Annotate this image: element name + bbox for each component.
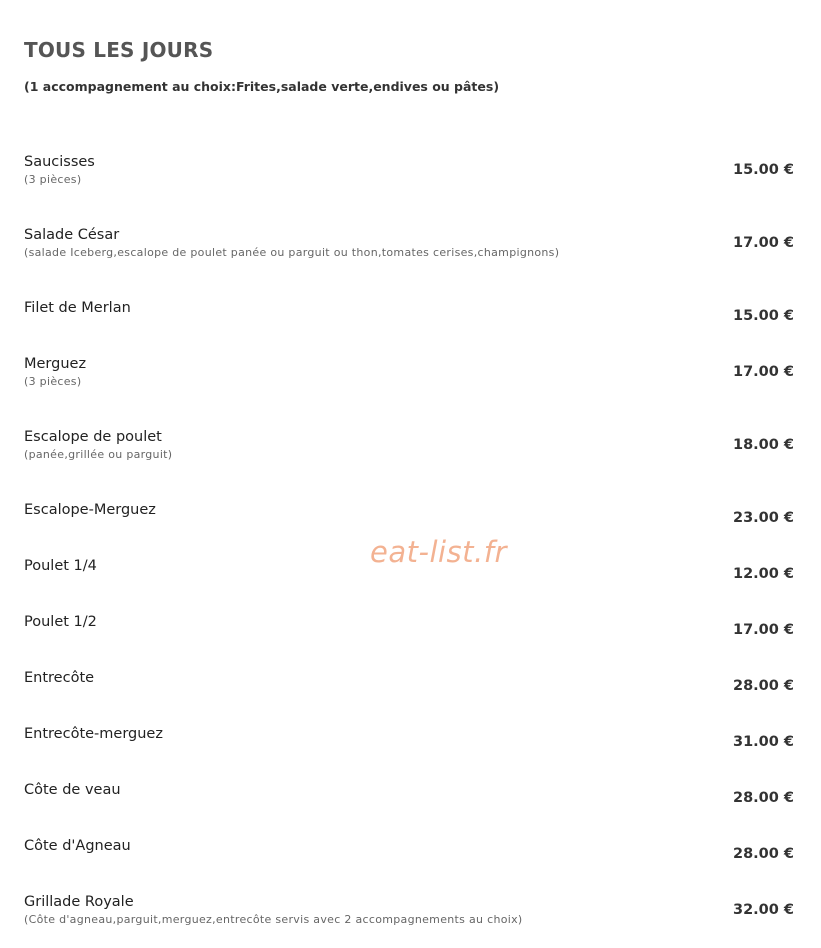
menu-item [24, 780, 794, 806]
menu-item-price: 28.00 € [732, 790, 794, 806]
menu-item [24, 500, 794, 526]
menu-item [24, 668, 794, 694]
menu-item-description: (panée,grillée ou parguit) [24, 448, 173, 461]
menu-item-price: 15.00 € [732, 162, 794, 178]
menu-item [24, 612, 794, 638]
menu-item-price: 17.00 € [732, 364, 794, 380]
menu-item-name: Entrecôte [24, 670, 95, 686]
menu-item-name: Escalope de poulet [24, 429, 162, 445]
menu-item [24, 298, 794, 324]
menu-item-name: Poulet 1/2 [24, 614, 97, 630]
menu-item-name: Filet de Merlan [24, 300, 131, 316]
menu-item-name: Escalope-Merguez [24, 502, 156, 518]
menu-item-description: (3 pièces) [24, 375, 82, 388]
menu-item [24, 724, 794, 750]
menu-item-name: Salade César [24, 227, 120, 243]
menu-item-name: Merguez [24, 356, 87, 372]
menu-item-price: 18.00 € [732, 437, 794, 453]
menu-item [24, 892, 794, 927]
menu-item-price: 23.00 € [732, 510, 794, 526]
menu-item-price: 28.00 € [732, 846, 794, 862]
menu-item-price: 15.00 € [732, 308, 794, 324]
menu-item-price: 12.00 € [732, 566, 794, 582]
menu-item [24, 152, 794, 187]
menu-item-name: Poulet 1/4 [24, 558, 97, 574]
menu-item-price: 17.00 € [732, 235, 794, 251]
menu-item-name: Côte de veau [24, 782, 121, 798]
menu-item [24, 836, 794, 862]
menu-item-name: Grillade Royale [24, 894, 134, 910]
menu-item-price: 31.00 € [732, 734, 794, 750]
menu-item-price: 17.00 € [732, 622, 794, 638]
menu-item [24, 225, 794, 260]
menu-item [24, 354, 794, 389]
menu-item-description: (salade Iceberg,escalope de poulet panée ou parguit ou thon,tomates cerises,champignons) [24, 246, 560, 259]
section-title: TOUS LES JOURS [24, 38, 214, 62]
menu-item-name: Entrecôte-merguez [24, 726, 163, 742]
menu-item-name: Saucisses [24, 154, 95, 170]
watermark: eat-list.fr [370, 535, 507, 569]
menu-item-description: (3 pièces) [24, 173, 82, 186]
menu-item-price: 32.00 € [732, 902, 794, 918]
menu-item-price: 28.00 € [732, 678, 794, 694]
menu-item-description: (Côte d'agneau,parguit,merguez,entrecôte servis avec 2 accompagnements au choix) [24, 913, 523, 926]
menu-item [24, 427, 794, 462]
section-note: (1 accompagnement au choix:Frites,salade verte,endives ou pâtes) [24, 79, 500, 94]
menu-item-name: Côte d'Agneau [24, 838, 131, 854]
